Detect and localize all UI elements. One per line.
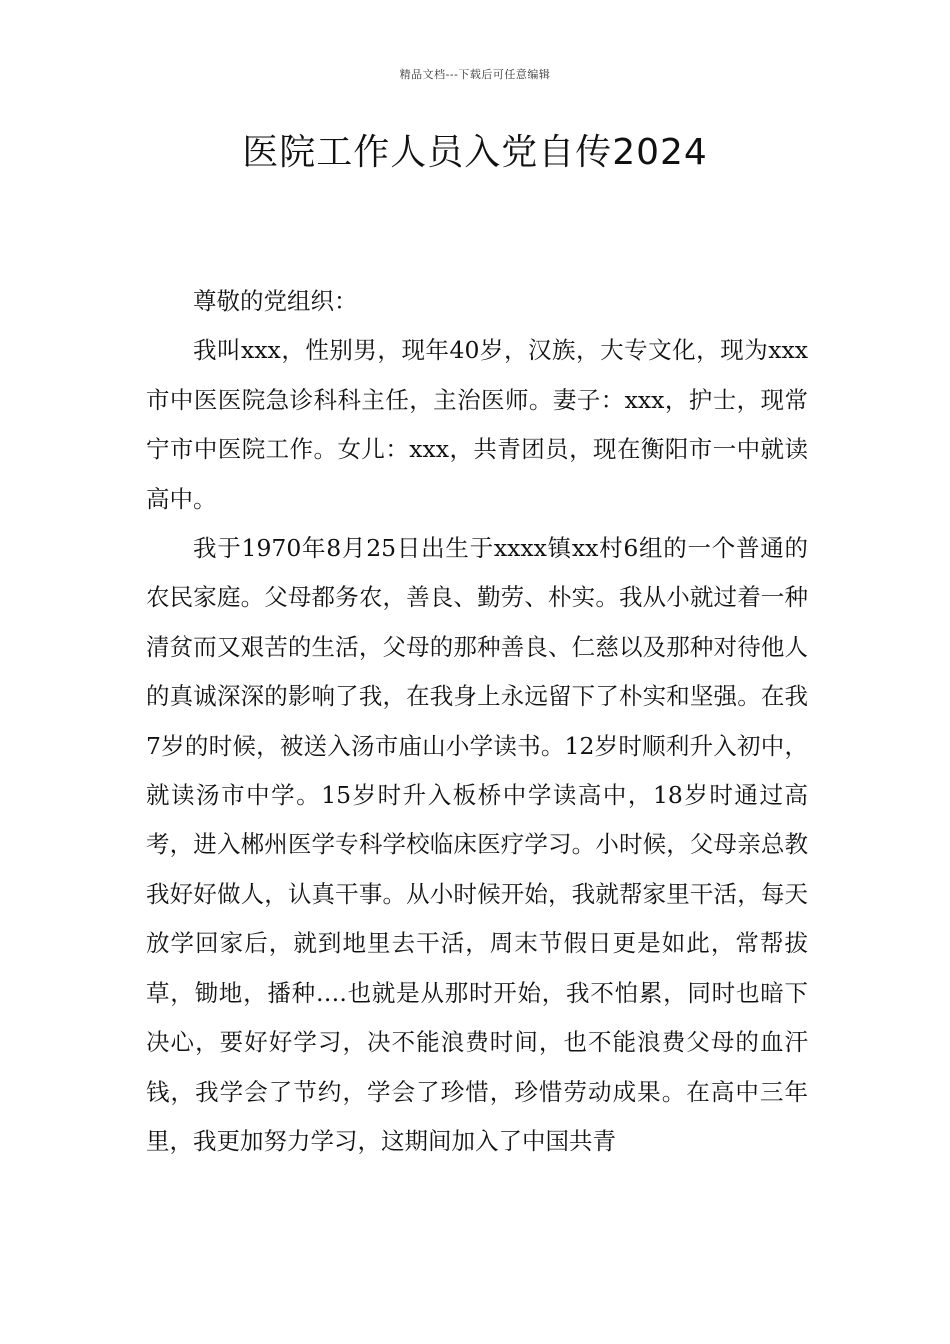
header-note: 精品文档---下载后可任意编辑: [399, 68, 551, 81]
paragraph-personal-info: 我叫xxx，性别男，现年40岁，汉族，大专文化，现为xxx市中医医院急诊科科主任，主治医师。妻子：xxx，护士，现常宁市中医院工作。女儿：xxx，共青团员，现在衡阳市一中就读高中。: [146, 336, 808, 513]
document-body: [146, 277, 808, 1166]
document-title: 医院工作人员入党自传2024: [242, 132, 708, 173]
paragraph-childhood: 我于1970年8月25日出生于xxxx镇xx村6组的一个普通的农民家庭。父母都务农，善良、勤劳、朴实。我从小就过着一种清贫而又艰苦的生活，父母的那种善良、仁慈以及那种对待他人的真诚深深的影响了我，在我身上永远留下了朴实和坚强。在我7岁的时候，被送入汤市庙山小学读书。12岁时顺利升入初中，就读汤市中学。15岁时升入板桥中学读高中，18岁时通过高考，进入郴州医学专科学校临床医疗学习。小时候，父母亲总教我好好做人，认真干事。从小时候开始，我就帮家里干活，每天放学回家后，就到地里去干活，周末节假日更是如此，常帮拔草，锄地，播种….也就是从那时开始，我不怕累，同时也暗下决心，要好好学习，决不能浪费时间，也不能浪费父母的血汗钱，我学会了节约，学会了珍惜，珍惜劳动成果。在高中三年里，我更加努力学习，这期间加入了中国共青: [146, 534, 808, 1155]
salutation: 尊敬的党组织：: [193, 287, 358, 315]
